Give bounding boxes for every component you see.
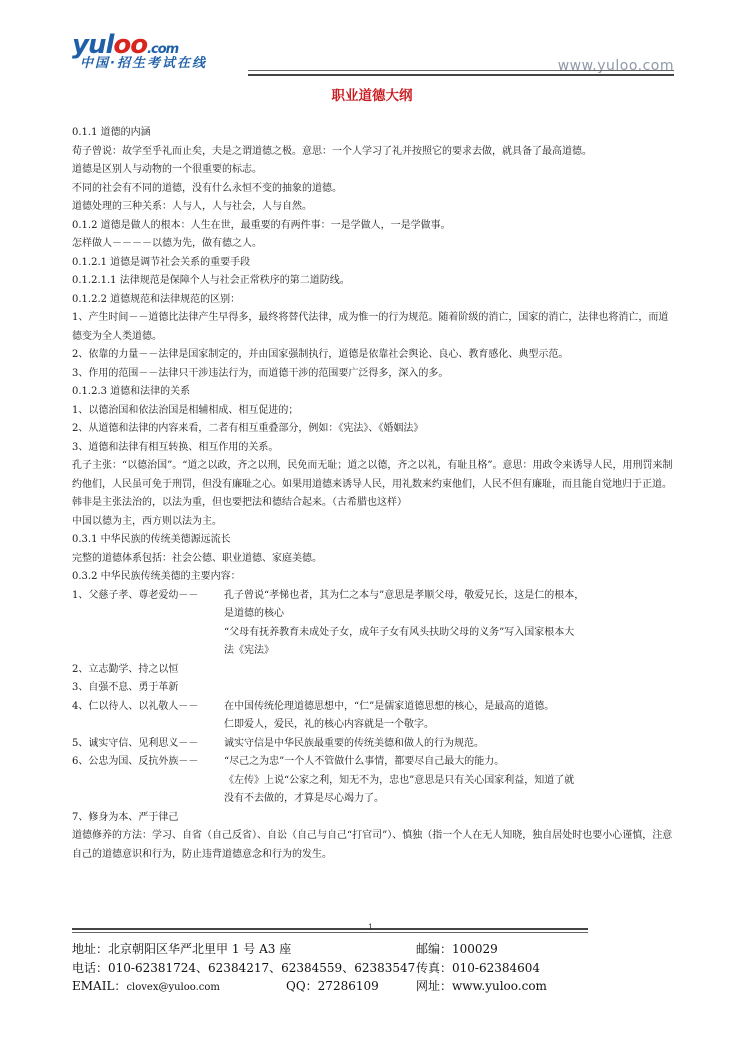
virtue-text: 诚实守信是中华民族最重要的传统美德和做人的行为规范。 (224, 737, 484, 749)
document-title: 职业道德大纲 (331, 88, 413, 104)
virtue-text: 没有不去做的，才算是尽心竭力了。 (224, 793, 384, 804)
paragraph: 荀子曾说：故学至乎礼而止矣，夫是之谓道德之极。意思：一个人学习了礼并按照它的要求去做，就具备了最高道德。 (72, 145, 592, 157)
virtue-item: 2、立志勤学、持之以恒 (72, 663, 179, 675)
paragraph: 怎样做人－－－－以德为先，做有德之人。 (72, 238, 262, 249)
list-item: 1、产生时间－－道德比法律产生早得多，最终将替代法律，成为惟一的行为规范。随着阶级的消亡，国家的消亡，法律也将消亡，而道德变为全人类道德。 (72, 312, 669, 342)
virtue-label: 1、父慈子孝、尊老爱幼－－ (72, 589, 199, 601)
logo-text-com: .com (147, 42, 179, 57)
header-divider (248, 70, 674, 71)
footer-phone: 电话：010-62381724、62384217、62384559、62383547 (72, 960, 416, 975)
list-item: 3、道德和法律有相互转换、相互作用的关系。 (72, 441, 279, 453)
list-item: 3、作用的范围－－法律只干涉违法行为，而道德干涉的范围要广泛得多，深入的多。 (72, 367, 449, 379)
section-heading: 0.3.1 中华民族的传统美德源远流长 (72, 534, 231, 545)
paragraph: 完整的道德体系包括：社会公德、职业道德、家庭美德。 (72, 552, 322, 564)
list-item: 2、依靠的力量－－法律是国家制定的，并由国家强制执行，道德是依靠社会舆论、良心、教育感化、典型示范。 (72, 349, 569, 360)
paragraph: 道德处理的三种关系：人与人，人与社会，人与自然。 (72, 201, 312, 212)
header-divider-thick (248, 74, 674, 76)
footer-divider-thick (72, 928, 588, 930)
virtue-text: 仁即爱人，爱民，礼的核心内容就是一个敬字。 (224, 719, 434, 730)
virtue-text: 法《宪法》 (224, 645, 274, 656)
logo-tagline: 中国·招生考试在线 (80, 56, 207, 71)
paragraph: 道德修养的方法：学习、自省（自己反省）、自讼（自己与自己“打官司”）、慎独（指一个人在无人知晓，独自居处时也要小心谨慎，注意自己的道德意识和行为，防止违背道德意念和行为的发生。 (72, 830, 673, 860)
paragraph: 道德是区别人与动物的一个很重要的标志。 (72, 164, 262, 175)
virtue-text: “父母有抚养教育未成处子女，成年子女有风头扶助父母的义务”写入国家根本大 (224, 626, 575, 638)
paragraph: 韩非是主张法治的，以法为重，但也要把法和德结合起来。（古希腊也这样） (72, 497, 407, 508)
section-heading: 0.1.2 道德是做人的根本：人生在世，最重要的有两件事：一是学做人，一是学做事。 (72, 219, 451, 231)
section-heading: 0.1.2.1 道德是调节社会关系的重要手段 (72, 256, 251, 268)
footer-email[interactable]: clovex@yuloo.com (126, 982, 220, 993)
virtue-item: 3、自强不息、勇于革新 (72, 682, 179, 693)
section-heading: 0.3.2 中华民族传统美德的主要内容： (72, 571, 241, 582)
virtue-label: 4、仁以待人、以礼敬人－－ (72, 700, 199, 712)
virtue-item (72, 587, 678, 606)
logo-text-yul: yul (72, 30, 114, 60)
footer-fax: 传真：010-62384604 (416, 960, 541, 975)
section-heading: 0.1.2.1.1 法律规范是保障个人与社会正常秩序的第二道防线。 (72, 275, 350, 286)
footer-address: 地址：北京朝阳区华严北里甲 1 号 A3 座 (72, 942, 292, 956)
virtue-item (72, 698, 678, 717)
virtue-label: 5、诚实守信、见利思义－－ (72, 737, 199, 749)
footer-divider (72, 932, 588, 933)
virtue-item: 7、修身为本、严于律己 (72, 811, 179, 823)
header-site-url: www.yuloo.com (557, 58, 674, 74)
section-heading: 0.1.2.3 道德和法律的关系 (72, 386, 191, 397)
virtue-text: 是道德的核心 (224, 608, 284, 619)
virtue-label: 6、公忠为国、反抗外族－－ (72, 756, 199, 767)
virtue-text: 孔子曾说“孝悌也者，其为仁之本与”意思是孝顺父母，敬爱兄长，这是仁的根本， (224, 589, 585, 601)
logo-text-oo: oo (113, 30, 148, 60)
virtue-text: 在中国传统伦理道德思想中，“仁”是儒家道德思想的核心，是最高的道德。 (224, 700, 555, 712)
paragraph: 中国以德为主，西方则以法为主。 (72, 515, 222, 527)
footer-email-label: EMAIL： (72, 979, 127, 993)
paragraph: 孔子主张：“以德治国”。“道之以政，齐之以刑，民免而无耻；道之以德，齐之以礼，有耻且格”。意思：用政令来诱导人民，用刑罚来制约他们，人民虽可免于刑罚，但没有廉耻之心。如果用道德来诱导人民，用礼数来约束他们，人民不但有廉耻，而且能自觉地归于正道。 (72, 460, 673, 490)
virtue-item (72, 753, 678, 772)
virtue-text: 《左传》上说“公家之利，知无不为，忠也”意思是只有关心国家利益，知道了就 (224, 774, 575, 786)
page-footer (72, 940, 672, 996)
paragraph: 不同的社会有不同的道德，没有什么永恒不变的抽象的道德。 (72, 182, 342, 194)
footer-website[interactable]: 网址：www.yuloo.com (416, 979, 547, 993)
virtue-text: “尽己之为忠”一个人不管做什么事情，都要尽自己最大的能力。 (224, 756, 505, 767)
list-item: 1、以德治国和依法治国是相辅相成、相互促进的； (72, 404, 299, 416)
list-item: 2、从道德和法律的内容来看，二者有相互重叠部分，例如：《宪法》、《婚姻法》 (72, 423, 424, 434)
page-number: 1 (368, 923, 374, 932)
section-heading: 0.1.2.2 道德规范和法律规范的区别： (72, 293, 241, 305)
footer-postcode: 邮编：100029 (416, 942, 498, 956)
footer-qq: QQ：27286109 (286, 979, 379, 993)
page-header (0, 0, 744, 85)
section-heading: 0.1.1 道德的内涵 (72, 127, 151, 138)
document-body (72, 124, 678, 864)
virtue-item (72, 735, 678, 754)
